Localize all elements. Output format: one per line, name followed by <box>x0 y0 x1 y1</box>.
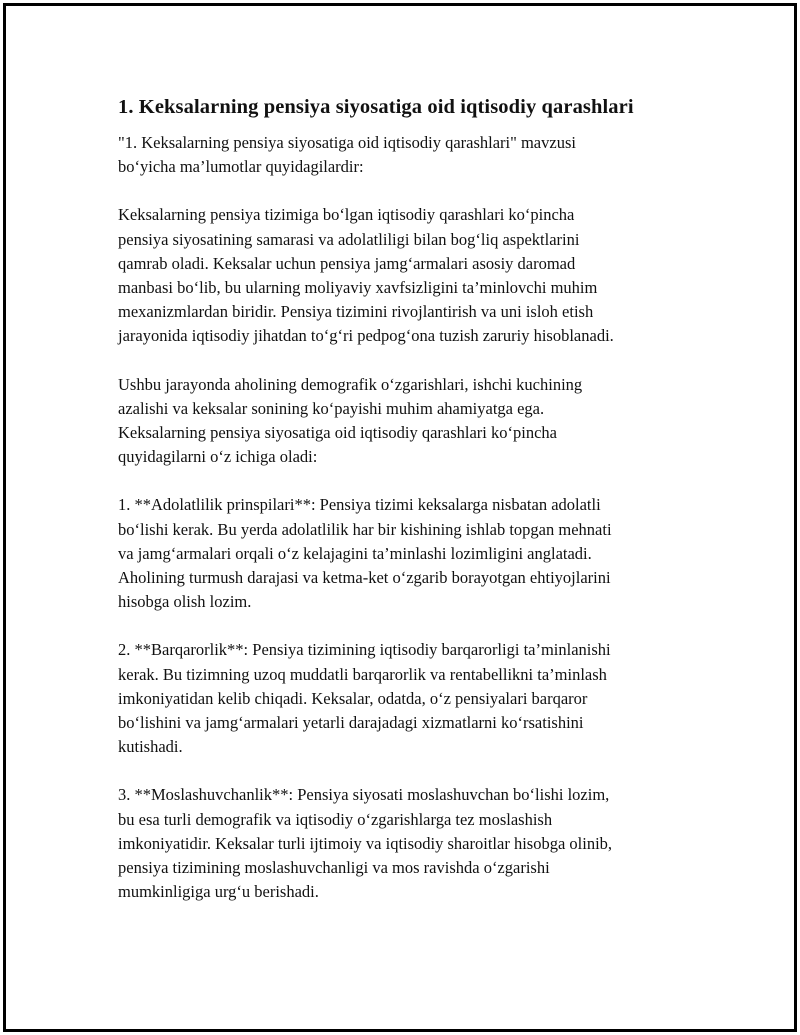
overview-paragraph: Keksalarning pensiya tizimiga bo‘lgan iqtisodiy qarashlari ko‘pincha pensiya siyosatining samarasi va adolatliligi bilan bog‘liq aspektlarini qamrab oladi. Keksalar uchun pensiya jamg‘armalari asosiy daromad manbasi bo‘lib, bu ularning moliyaviy xavfsizligini ta’minlovchi muhim mexanizmlardan biridir. Pensiya tizimini rivojlantirish va uni isloh etish jarayonida iqtisodiy jihatdan to‘g‘ri pedpog‘ona tuzish zaruriy hisoblanadi. <box>118 205 614 346</box>
list-item-stability: 2. **Barqarorlik**: Pensiya tizimining iqtisodiy barqarorligi ta’minlanishi kerak. Bu tizimning uzoq muddatli barqarorlik va rentabellikni ta’minlash imkoniyatidan kelib chiqadi. Keksalar, odatda, o‘z pensiyalari barqaror bo‘lishini va jamg‘armalari yetarli darajadagi xizmatlarni ko‘rsatishini kutishadi. <box>118 640 611 757</box>
document-body <box>118 93 683 904</box>
document-title: 1. Keksalarning pensiya siyosatiga oid iqtisodiy qarashlari <box>118 96 634 118</box>
intro-paragraph: "1. Keksalarning pensiya siyosatiga oid iqtisodiy qarashlari" mavzusi bo‘yicha ma’lumotlar quyidagilardir: <box>118 133 576 177</box>
list-item-fairness: 1. **Adolatlilik prinspilari**: Pensiya tizimi keksalarga nisbatan adolatli bo‘lishi kerak. Bu yerda adolatlilik har bir kishining ishlab topgan mehnati va jamg‘armalari orqali o‘z kelajagini ta’minlashi lozimligini anglatadi. Aholining turmush darajasi va ketma-ket o‘zgarib borayotgan ehtiyojlarini hisobga olish lozim. <box>118 495 612 612</box>
list-item-flexibility: 3. **Moslashuvchanlik**: Pensiya siyosati moslashuvchan bo‘lishi lozim, bu esa turli demografik va iqtisodiy o‘zgarishlarga tez moslashish imkoniyatidir. Keksalar turli ijtimoiy va iqtisodiy sharoitlar hisobga olinib, pensiya tizimining moslashuvchanligi va mos ravishda o‘zgarishi mumkinligiga urg‘u berishadi. <box>118 785 613 902</box>
context-paragraph: Ushbu jarayonda aholining demografik o‘zgarishlari, ishchi kuchining azalishi va keksalar sonining ko‘payishi muhim ahamiyatga ega. Keksalarning pensiya siyosatiga oid iqtisodiy qarashlari ko‘pincha quyidagilarni o‘z ichiga oladi: <box>118 374 583 467</box>
